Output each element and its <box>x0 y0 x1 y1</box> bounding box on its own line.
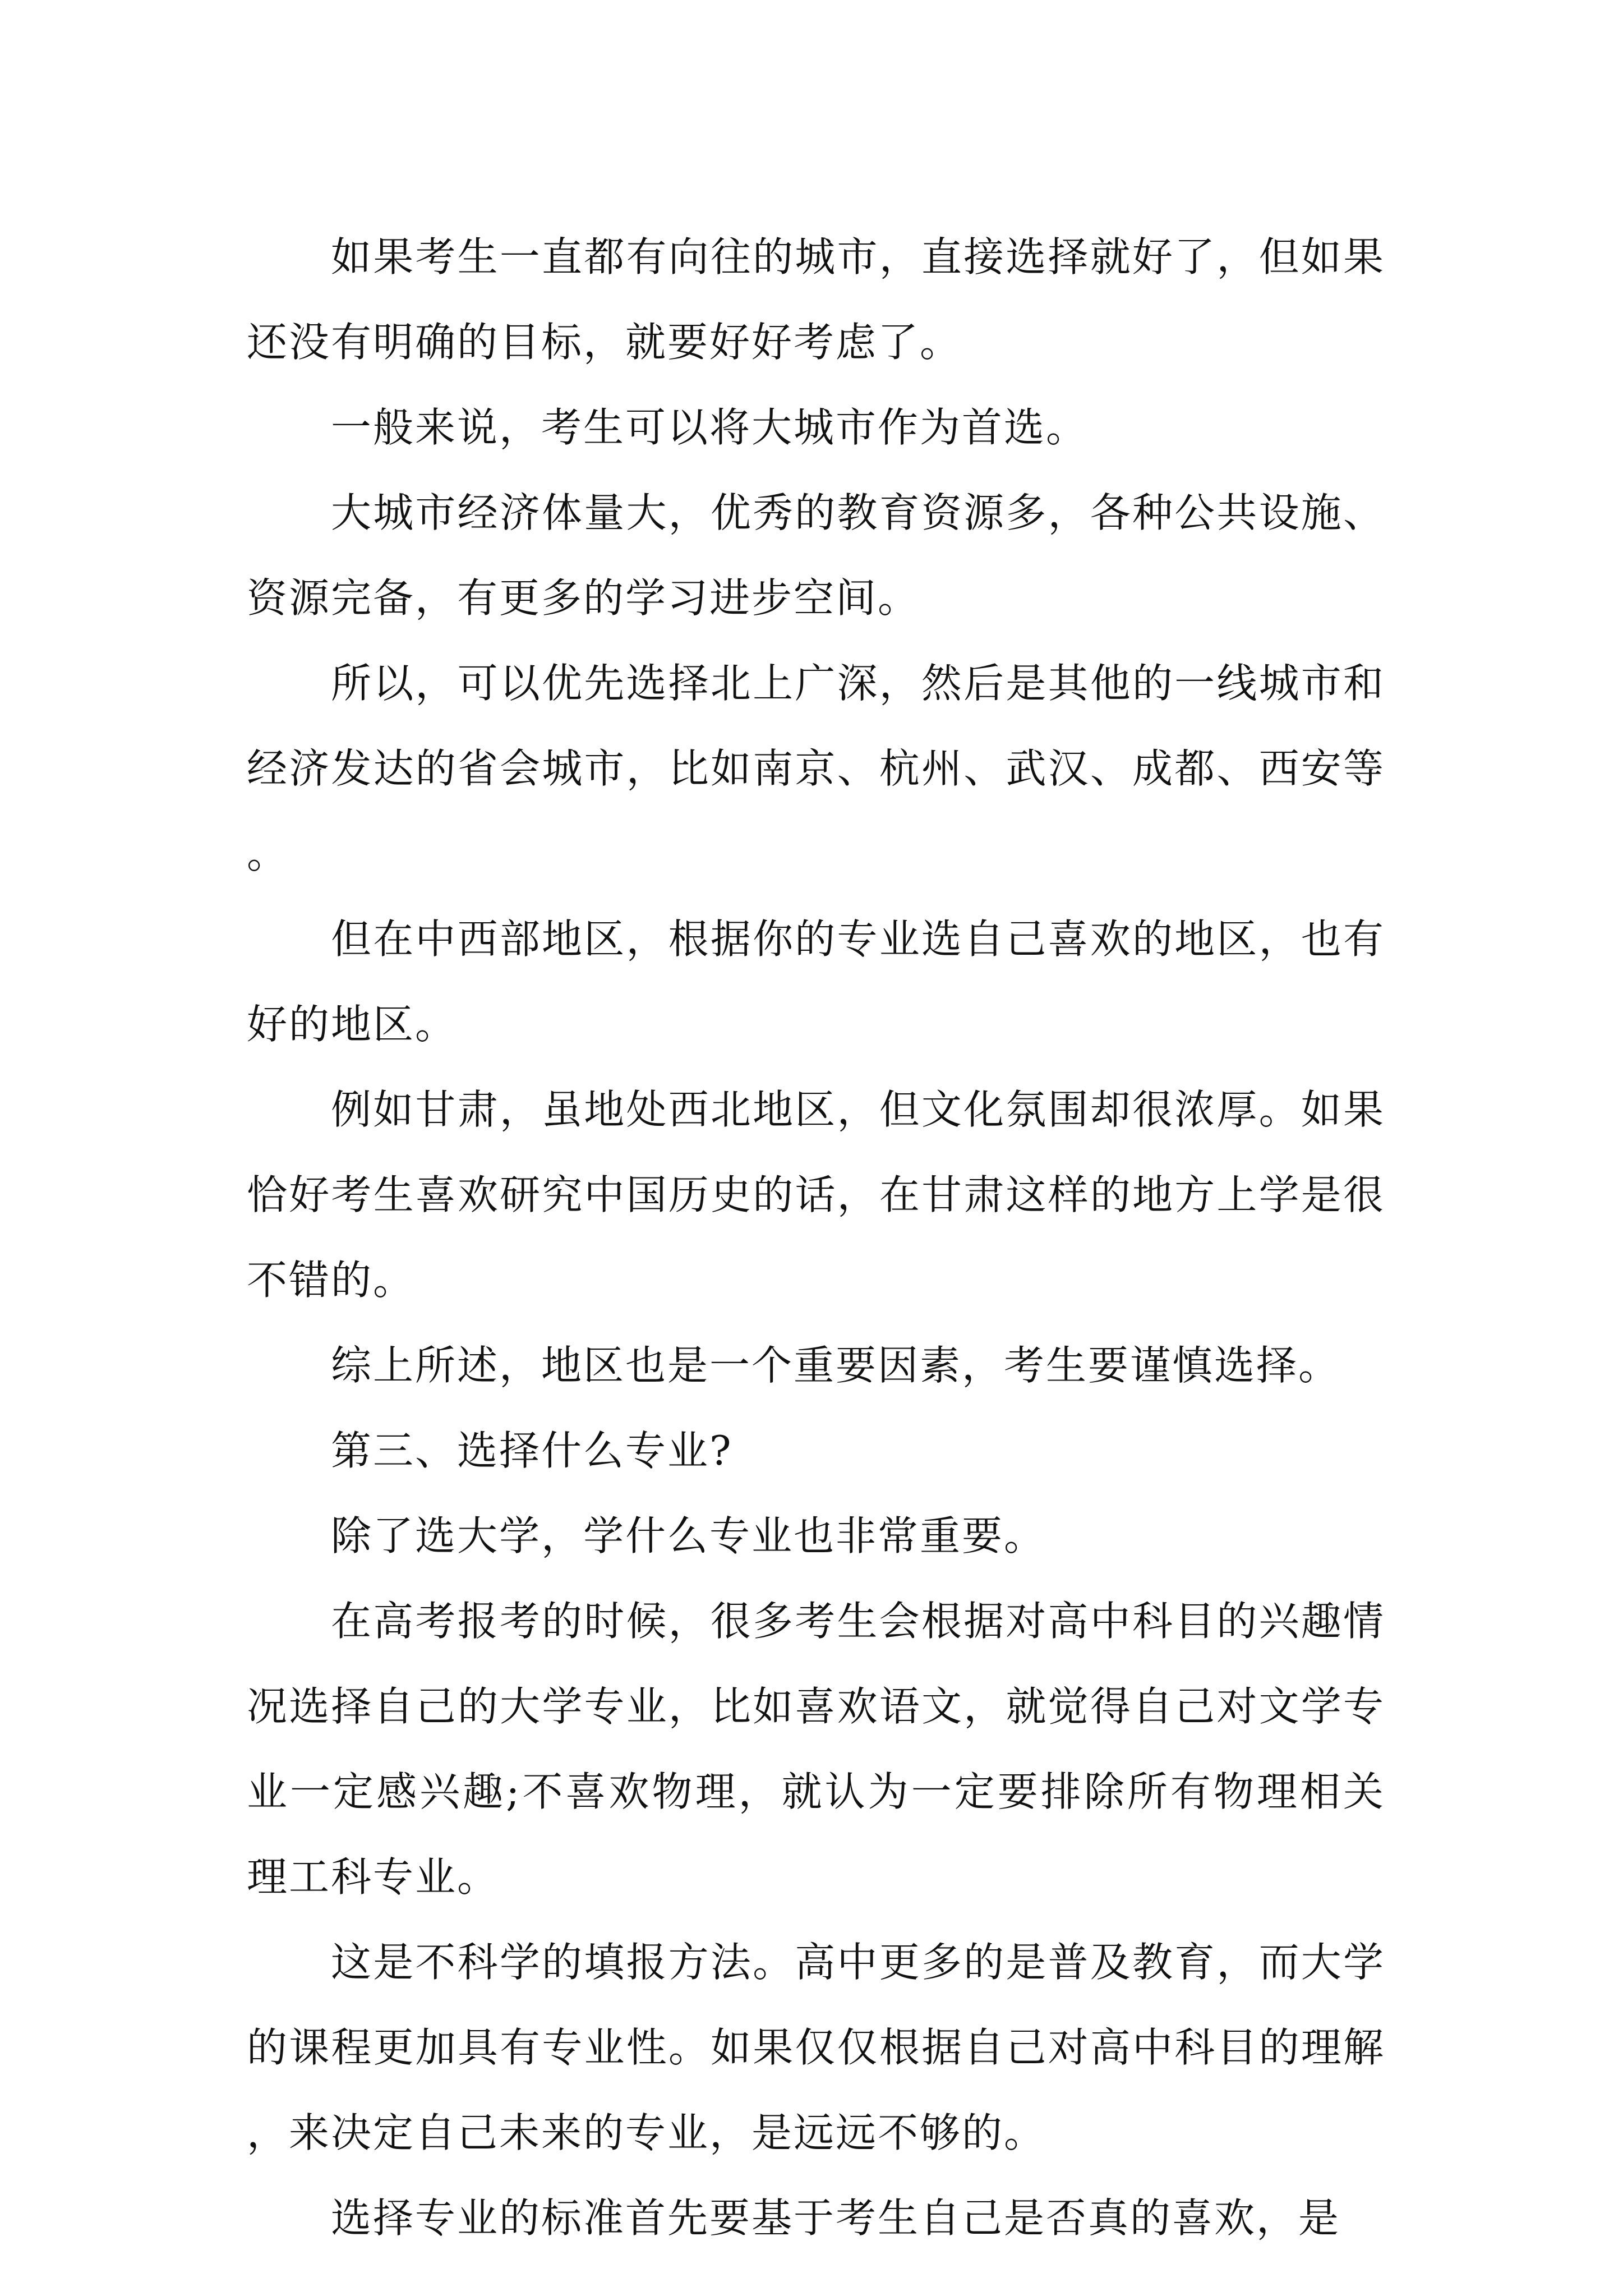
paragraph-2: 一般来说，考生可以将大城市作为首选。 <box>331 404 1089 451</box>
paragraph-1: 如果考生一直都有向往的城市，直接选择就好了，但如果还没有明确的目标，就要好好考虑了。 <box>247 233 1385 366</box>
section-heading: 第三、选择什么专业? <box>331 1427 733 1474</box>
paragraph-3: 大城市经济体量大，优秀的教育资源多，各种公共设施、资源完备，有更多的学习进步空间。 <box>247 489 1385 622</box>
paragraph-4: 所以，可以优先选择北上广深，然后是其他的一线城市和经济发达的省会城市，比如南京、杭州、武汉、成都、西安等。 <box>247 660 1385 877</box>
paragraph-11: 这是不科学的填报方法。高中更多的是普及教育，而大学的课程更加具有专业性。如果仅仅根据自己对高中科目的理解，来决定自己未来的专业，是远远不够的。 <box>247 1939 1385 2156</box>
paragraph-12: 选择专业的标准首先要基于考生自己是否真的喜欢，是 <box>331 2194 1341 2242</box>
paragraph-5: 但在中西部地区，根据你的专业选自己喜欢的地区，也有好的地区。 <box>247 915 1385 1048</box>
paragraph-9: 除了选大学，学什么专业也非常重要。 <box>331 1512 1046 1559</box>
paragraph-6: 例如甘肃，虽地处西北地区，但文化氛围却很浓厚。如果恰好考生喜欢研究中国历史的话，在甘肃这样的地方上学是很不错的。 <box>247 1086 1385 1304</box>
body-text <box>247 214 1385 2261</box>
paragraph-7: 综上所述，地区也是一个重要因素，考生要谨慎选择。 <box>331 1342 1341 1389</box>
paragraph-10: 在高考报考的时候，很多考生会根据对高中科目的兴趣情况选择自己的大学专业，比如喜欢语文，就觉得自己对文学专业一定感兴趣;不喜欢物理，就认为一定要排除所有物理相关理工科专业。 <box>247 1598 1385 1901</box>
